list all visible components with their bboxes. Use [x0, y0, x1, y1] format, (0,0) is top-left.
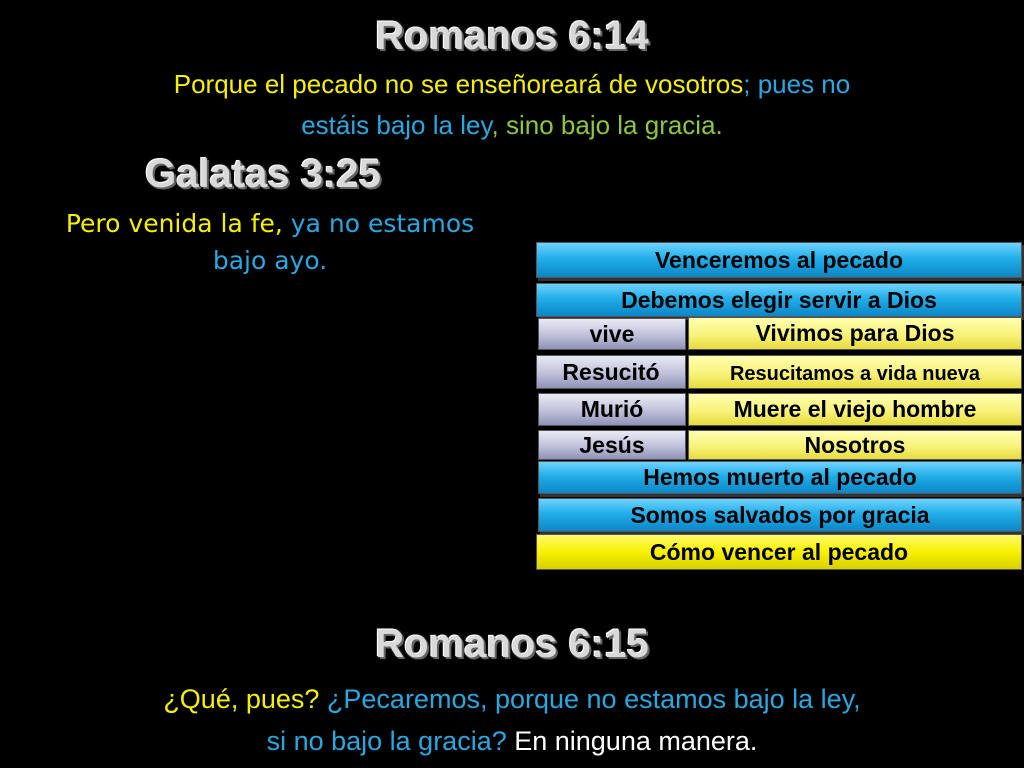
- verse-text: Porque el pecado no se enseñoreará de vosotros: [173, 69, 744, 99]
- step-elegir-servir: Debemos elegir servir a Dios: [536, 283, 1022, 317]
- verse-text: ;: [743, 69, 751, 99]
- step-vivimos: Vivimos para Dios: [688, 317, 1022, 350]
- verse-text: si no bajo la gracia?: [266, 726, 507, 756]
- step-vive: vive: [538, 318, 686, 350]
- step-resucitamos: Resucitamos a vida nueva: [688, 355, 1022, 389]
- verse-text: sino bajo la gracia.: [498, 110, 723, 140]
- step-muere: Muere el viejo hombre: [688, 393, 1022, 426]
- step-nosotros: Nosotros: [688, 430, 1022, 460]
- verse-text: pues no: [750, 69, 851, 99]
- step-venceremos: Venceremos al pecado: [536, 242, 1022, 278]
- romanos-6-15-verse: [40, 678, 984, 762]
- step-resucito: Resucitó: [536, 355, 686, 389]
- verse-text: ¿Pecaremos, porque no estamos bajo la ley,: [319, 684, 861, 714]
- verse-text: Pero venida la fe,: [65, 209, 283, 238]
- galatas-3-25-title: Galatas 3:25: [145, 152, 381, 196]
- galatas-3-25-verse: [20, 205, 520, 279]
- verse-text: ¿Qué, pues?: [163, 684, 320, 714]
- romanos-6-15-title: Romanos 6:15: [375, 622, 649, 666]
- step-hemos-muerto: Hemos muerto al pecado: [538, 461, 1022, 494]
- verse-text: bajo ayo.: [212, 246, 328, 275]
- step-como-vencer: Cómo vencer al pecado: [536, 534, 1022, 570]
- verse-text: En ninguna manera.: [506, 726, 758, 756]
- romanos-6-14-verse: [40, 64, 984, 146]
- romanos-6-14-title: Romanos 6:14: [375, 14, 649, 58]
- step-jesus: Jesús: [538, 430, 686, 460]
- step-murio: Murió: [538, 393, 686, 426]
- step-salvados: Somos salvados por gracia: [538, 498, 1022, 532]
- verse-text: ,: [491, 110, 499, 140]
- verse-text: ya no estamos: [282, 209, 475, 238]
- verse-text: estáis bajo la ley: [301, 110, 492, 140]
